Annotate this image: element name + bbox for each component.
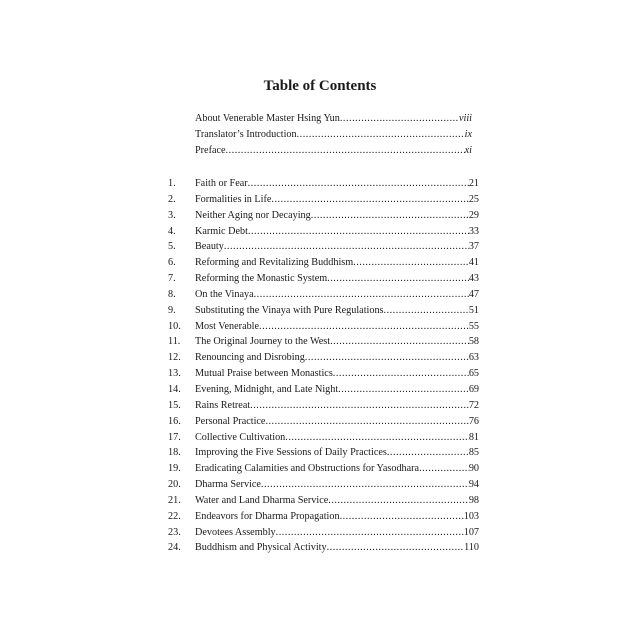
chapter-page-number: 90	[468, 463, 479, 475]
chapter-page-number: 65	[468, 368, 479, 380]
chapter-title: Rains Retreat	[195, 399, 251, 411]
chapter-page-number: 43	[468, 273, 479, 285]
dot-leader	[254, 287, 469, 303]
chapter-title: Renouncing and Disrobing	[195, 352, 305, 364]
chapter-title: Karmic Debt	[195, 225, 248, 237]
chapter-page-number: 107	[463, 526, 479, 538]
chapter-page-number: 33	[468, 225, 479, 237]
chapter-title: Improving the Five Sessions of Daily Practices	[195, 447, 387, 459]
chapter-entry	[168, 382, 479, 398]
dot-leader	[338, 382, 469, 398]
chapter-title: Endeavors for Dharma Propagation	[195, 510, 340, 522]
chapter-entry	[168, 414, 479, 430]
chapter-number: 24.	[168, 542, 181, 554]
chapter-page-number: 58	[468, 336, 479, 348]
chapter-title: Neither Aging nor Decaying	[195, 209, 311, 221]
page-title: Table of Contents	[263, 78, 377, 94]
chapter-number: 3.	[168, 209, 176, 221]
entry-page-number: viii	[458, 113, 472, 124]
chapter-number: 15.	[168, 399, 181, 411]
chapter-entry	[168, 271, 479, 287]
chapter-page-number: 81	[468, 431, 479, 443]
chapter-number: 14.	[168, 383, 181, 395]
chapter-title: Buddhism and Physical Activity	[195, 542, 327, 554]
chapter-title: Substituting the Vinaya with Pure Regulations	[195, 304, 384, 316]
chapter-number: 20.	[168, 479, 181, 491]
dot-leader	[276, 525, 464, 541]
chapter-entry	[168, 208, 479, 224]
chapter-entry	[168, 303, 479, 319]
front-matter-list	[195, 111, 472, 159]
entry-page-number: ix	[464, 128, 472, 140]
chapter-title: Mutual Praise between Monastics	[195, 368, 333, 380]
chapter-entry	[168, 224, 479, 240]
chapter-title: Dharma Service	[195, 479, 261, 491]
chapter-page-number: 85	[468, 447, 479, 459]
chapter-number: 5.	[168, 241, 176, 253]
chapter-entry	[168, 239, 479, 255]
chapter-entry	[168, 445, 479, 461]
chapter-entry	[168, 366, 479, 382]
chapter-number: 16.	[168, 415, 181, 427]
chapter-title: Most Venerable	[195, 320, 260, 332]
chapter-entry	[168, 477, 479, 493]
dot-leader	[248, 224, 469, 240]
chapter-page-number: 21	[468, 178, 479, 189]
dot-leader	[333, 366, 469, 382]
chapter-number: 19.	[168, 463, 181, 475]
chapter-title: Faith or Fear	[195, 178, 248, 189]
dot-leader	[327, 271, 469, 287]
chapter-number: 6.	[168, 257, 176, 269]
dot-leader	[226, 143, 465, 159]
chapter-title: Water and Land Dharma Service	[195, 494, 329, 506]
chapter-entry	[168, 319, 479, 335]
chapter-page-number: 98	[468, 494, 479, 506]
dot-leader	[330, 334, 469, 350]
chapter-number: 2.	[168, 193, 176, 205]
chapter-title: Collective Cultivation	[195, 431, 286, 443]
dot-leader	[265, 414, 468, 430]
dot-leader	[387, 445, 469, 461]
chapter-number: 4.	[168, 225, 176, 237]
front-matter-entry	[195, 111, 472, 127]
dot-leader	[384, 303, 469, 319]
chapter-page-number: 47	[468, 288, 479, 300]
chapter-number: 10.	[168, 320, 181, 332]
dot-leader	[224, 239, 469, 255]
chapter-entry	[168, 430, 479, 446]
chapter-entry	[168, 255, 479, 271]
chapter-entry	[168, 509, 479, 525]
chapter-page-number: 94	[468, 479, 479, 491]
chapter-page-number: 103	[463, 510, 479, 522]
chapter-page-number: 41	[468, 257, 479, 269]
dot-leader	[271, 192, 468, 208]
chapter-page-number: 69	[468, 383, 479, 395]
chapter-number: 18.	[168, 447, 181, 459]
chapter-number: 13.	[168, 368, 181, 380]
chapter-number: 12.	[168, 352, 181, 364]
chapter-page-number: 76	[468, 415, 479, 427]
dot-leader	[340, 509, 464, 525]
dot-leader	[340, 111, 459, 127]
chapter-entry	[168, 398, 479, 414]
front-matter-entry	[195, 127, 472, 143]
dot-leader	[328, 493, 469, 509]
chapter-entry	[168, 540, 479, 556]
chapter-number: 8.	[168, 288, 176, 300]
chapter-number: 7.	[168, 273, 176, 285]
dot-leader	[248, 176, 469, 192]
chapter-page-number: 51	[468, 304, 479, 316]
chapter-list	[168, 176, 479, 556]
entry-label: Preface	[195, 144, 226, 156]
chapter-entry	[168, 493, 479, 509]
dot-leader	[327, 540, 465, 556]
chapter-number: 1.	[168, 178, 176, 189]
chapter-page-number: 29	[468, 209, 479, 221]
chapter-title: Beauty	[195, 241, 224, 253]
chapter-title: Devotees Assembly	[195, 526, 276, 538]
chapter-number: 21.	[168, 494, 181, 506]
chapter-page-number: 55	[468, 320, 479, 332]
chapter-entry	[168, 350, 479, 366]
chapter-page-number: 37	[468, 241, 479, 253]
dot-leader	[419, 461, 469, 477]
chapter-number: 22.	[168, 510, 181, 522]
chapter-page-number: 63	[468, 352, 479, 364]
dot-leader	[259, 319, 469, 335]
dot-leader	[285, 430, 469, 446]
chapter-title: Personal Practice	[195, 415, 266, 427]
dot-leader	[305, 350, 469, 366]
chapter-title: The Original Journey to the West	[195, 336, 331, 348]
chapter-entry	[168, 334, 479, 350]
dot-leader	[297, 127, 465, 143]
chapter-entry	[168, 461, 479, 477]
chapter-title: Formalities in Life	[195, 193, 272, 205]
chapter-page-number: 110	[464, 542, 479, 554]
entry-label: About Venerable Master Hsing Yun	[195, 113, 340, 124]
chapter-title: On the Vinaya	[195, 288, 254, 300]
chapter-number: 23.	[168, 526, 181, 538]
dot-leader	[261, 477, 469, 493]
dot-leader	[353, 255, 469, 271]
chapter-page-number: 25	[468, 193, 479, 205]
entry-label: Translator’s Introduction	[195, 128, 297, 140]
chapter-number: 17.	[168, 431, 181, 443]
chapter-number: 11.	[168, 336, 181, 348]
chapter-entry	[168, 525, 479, 541]
chapter-title: Eradicating Calamities and Obstructions for Yasodhara	[195, 463, 420, 475]
dot-leader	[250, 398, 469, 414]
dot-leader	[311, 208, 469, 224]
chapter-entry	[168, 287, 479, 303]
chapter-entry	[168, 192, 479, 208]
entry-page-number: xi	[464, 144, 472, 156]
chapter-title: Reforming and Revitalizing Buddhism	[195, 257, 354, 269]
chapter-number: 9.	[168, 304, 176, 316]
front-matter-entry	[195, 143, 472, 159]
chapter-title: Reforming the Monastic System	[195, 273, 328, 285]
chapter-title: Evening, Midnight, and Late Night	[195, 383, 339, 395]
chapter-page-number: 72	[468, 399, 479, 411]
chapter-entry	[168, 176, 479, 192]
